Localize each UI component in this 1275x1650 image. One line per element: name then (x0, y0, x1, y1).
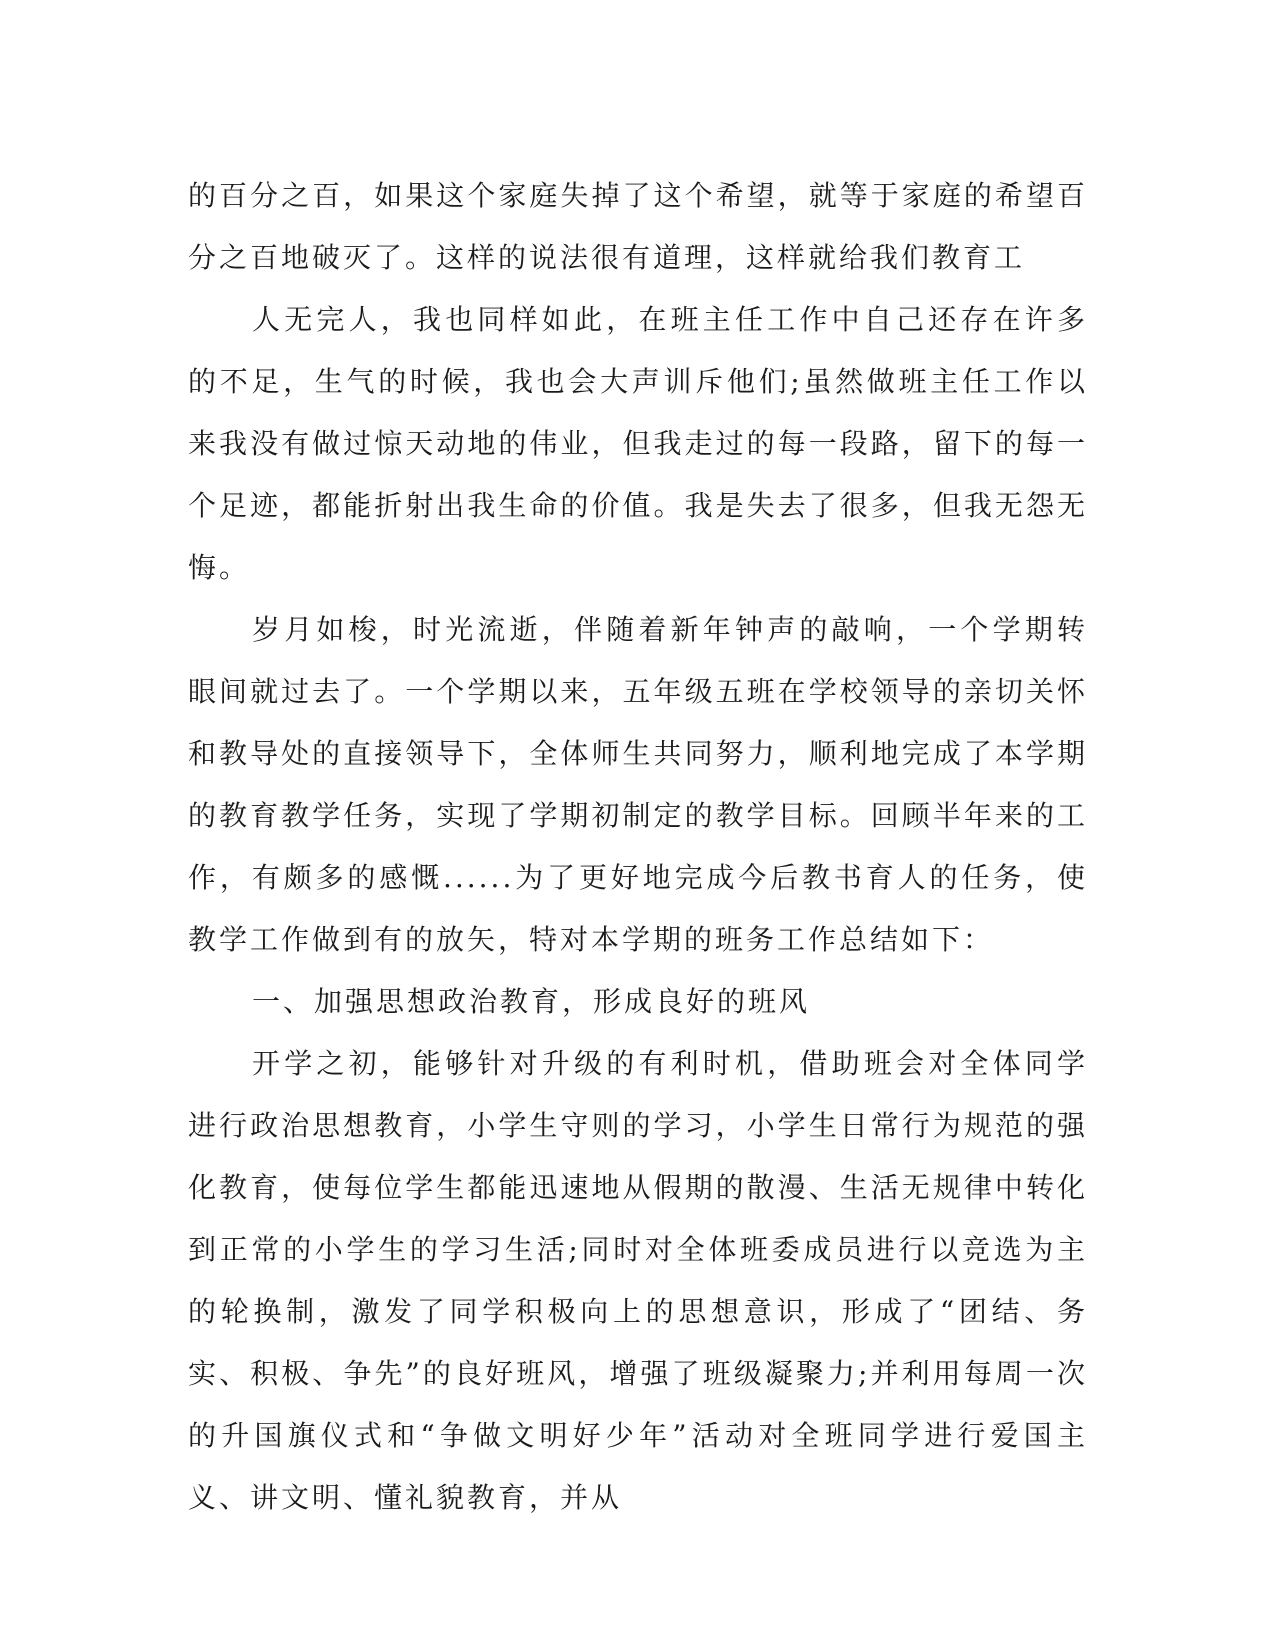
document-body (188, 165, 1088, 1529)
paragraph-5: 开学之初，能够针对升级的有利时机，借助班会对全体同学进行政治思想教育，小学生守则的学习，小学生日常行为规范的强化教育，使每位学生都能迅速地从假期的散漫、生活无规律中转化到正常的小学生的学习生活;同时对全体班委成员进行以竞选为主的轮换制，激发了同学积极向上的思想意识，形成了“团结、务实、积极、争先”的良好班风，增强了班级凝聚力;并利用每周一次的升国旗仪式和“争做文明好少年”活动对全班同学进行爱国主义、讲文明、懂礼貌教育，并从 (188, 1047, 1088, 1514)
section-heading: 一、加强思想政治教育，形成良好的班风 (252, 985, 811, 1018)
paragraph-3: 岁月如梭，时光流逝，伴随着新年钟声的敲响，一个学期转眼间就过去了。一个学期以来，五年级五班在学校领导的亲切关怀和教导处的直接领导下，全体师生共同努力，顺利地完成了本学期的教育教学任务，实现了学期初制定的教学目标。回顾半年来的工作，有颇多的感慨......为了更好地完成今后教书育人的任务，使教学工作做到有的放矢，特对本学期的班务工作总结如下： (188, 613, 1088, 956)
paragraph-2: 人无完人，我也同样如此，在班主任工作中自己还存在许多的不足，生气的时候，我也会大声训斥他们;虽然做班主任工作以来我没有做过惊天动地的伟业，但我走过的每一段路，留下的每一个足迹，都能折射出我生命的价值。我是失去了很多，但我无怨无悔。 (188, 303, 1088, 584)
paragraph-1: 的百分之百，如果这个家庭失掉了这个希望，就等于家庭的希望百分之百地破灭了。这样的说法很有道理，这样就给我们教育工 (188, 179, 1088, 274)
